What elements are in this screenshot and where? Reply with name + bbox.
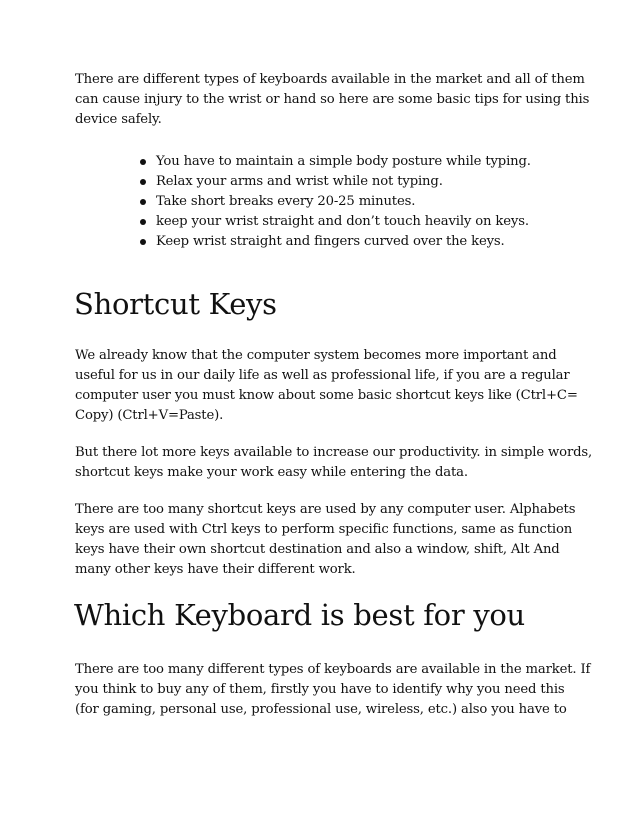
tip-item (140, 152, 531, 172)
text-line: shortcut keys make your work easy while entering the data. (75, 465, 468, 480)
shortcut-paragraph-2 (75, 443, 593, 483)
intro-paragraph (75, 70, 590, 130)
text-line: computer user you must know about some basic shortcut keys like (Ctrl+C= (75, 388, 578, 403)
text-line: device safely. (75, 112, 162, 127)
text-line: We already know that the computer system becomes more important and (75, 348, 557, 363)
keyboard-paragraph-1 (75, 660, 591, 720)
bullet-icon (140, 199, 146, 205)
text-line: (for gaming, personal use, professional use, wireless, etc.) also you have to (75, 702, 567, 717)
shortcut-paragraph-3 (75, 500, 575, 580)
tip-text: Keep wrist straight and fingers curved over the keys. (156, 234, 505, 249)
tip-text: You have to maintain a simple body posture while typing. (156, 154, 531, 169)
text-line: many other keys have their different work. (75, 562, 356, 577)
bullet-icon (140, 159, 146, 165)
text-line: Copy) (Ctrl+V=Paste). (75, 408, 224, 423)
text-line: keys have their own shortcut destination and also a window, shift, Alt And (75, 542, 560, 557)
text-line: can cause injury to the wrist or hand so here are some basic tips for using this (75, 92, 590, 107)
tip-text: Take short breaks every 20-25 minutes. (156, 194, 416, 209)
shortcut-paragraph-1 (75, 346, 578, 426)
bullet-icon (140, 179, 146, 185)
text-line: There are too many different types of keyboards are available in the market. If (75, 662, 591, 677)
text-line: you think to buy any of them, firstly you have to identify why you need this (75, 682, 565, 697)
tip-item (140, 172, 531, 192)
tip-item (140, 192, 531, 212)
tip-item (140, 212, 531, 232)
tips-list (140, 152, 531, 252)
text-line: But there lot more keys available to increase our productivity. in simple words, (75, 445, 593, 460)
text-line: useful for us in our daily life as well as professional life, if you are a regular (75, 368, 570, 383)
tip-text: keep your wrist straight and don’t touch heavily on keys. (156, 214, 529, 229)
text-line: keys are used with Ctrl keys to perform specific functions, same as function (75, 522, 573, 537)
tip-item (140, 232, 531, 252)
bullet-icon (140, 219, 146, 225)
section-heading-which-keyboard: Which Keyboard is best for you (74, 598, 525, 632)
text-line: There are too many shortcut keys are used by any computer user. Alphabets (75, 502, 576, 517)
bullet-icon (140, 239, 146, 245)
tip-text: Relax your arms and wrist while not typing. (156, 174, 443, 189)
section-heading-shortcut-keys: Shortcut Keys (74, 287, 277, 321)
text-line: There are different types of keyboards available in the market and all of them (75, 72, 585, 87)
